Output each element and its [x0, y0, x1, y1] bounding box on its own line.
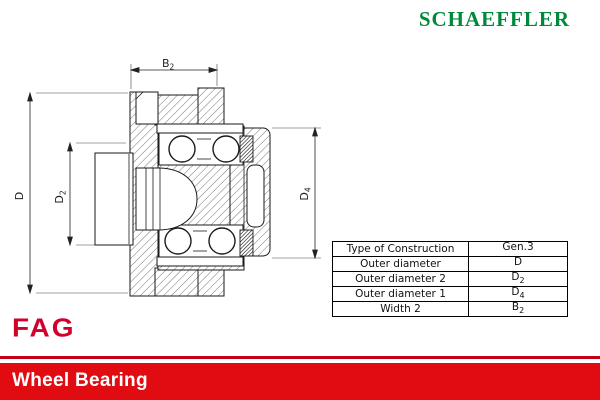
spec-label: Width 2 [333, 302, 469, 317]
spec-value [469, 242, 568, 257]
product-title: Wheel Bearing [12, 370, 148, 391]
spec-label: Outer diameter [333, 257, 469, 272]
spec-row-outer-diameter [333, 257, 568, 272]
spec-value [469, 257, 568, 272]
fag-logo: FAG [12, 313, 76, 342]
dim-label-d: D [13, 191, 26, 201]
spec-value-sub: 4 [519, 291, 525, 301]
footer-title-bar [0, 363, 600, 400]
spec-row-outer-diameter-1 [333, 287, 568, 302]
spec-label: Outer diameter 2 [333, 272, 469, 287]
spec-value-text: D [513, 256, 523, 269]
spec-table [332, 241, 568, 317]
spec-label: Outer diameter 1 [333, 287, 469, 302]
footer-separator-line [0, 356, 600, 359]
schaeffler-logo: SCHAEFFLER [418, 7, 570, 31]
spec-value [469, 272, 568, 287]
dim-label-d4: $D_4$ [298, 187, 313, 201]
spec-value-text: Gen.3 [502, 241, 534, 254]
spec-value-text: D [511, 286, 520, 299]
spec-value-sub: 2 [519, 276, 525, 286]
spec-row-outer-diameter-2 [333, 272, 568, 287]
spec-value [469, 287, 568, 302]
spec-value-sub: 2 [519, 306, 525, 316]
spec-row-construction [333, 242, 568, 257]
spec-row-width-2 [333, 302, 568, 317]
spec-value [469, 302, 568, 317]
dim-label-b2: $B_2$ [162, 57, 175, 72]
spec-value-text: B [511, 301, 520, 314]
dim-label-d2: $D_2$ [53, 190, 68, 204]
spec-value-text: D [511, 271, 520, 284]
spec-label: Type of Construction [333, 242, 469, 257]
